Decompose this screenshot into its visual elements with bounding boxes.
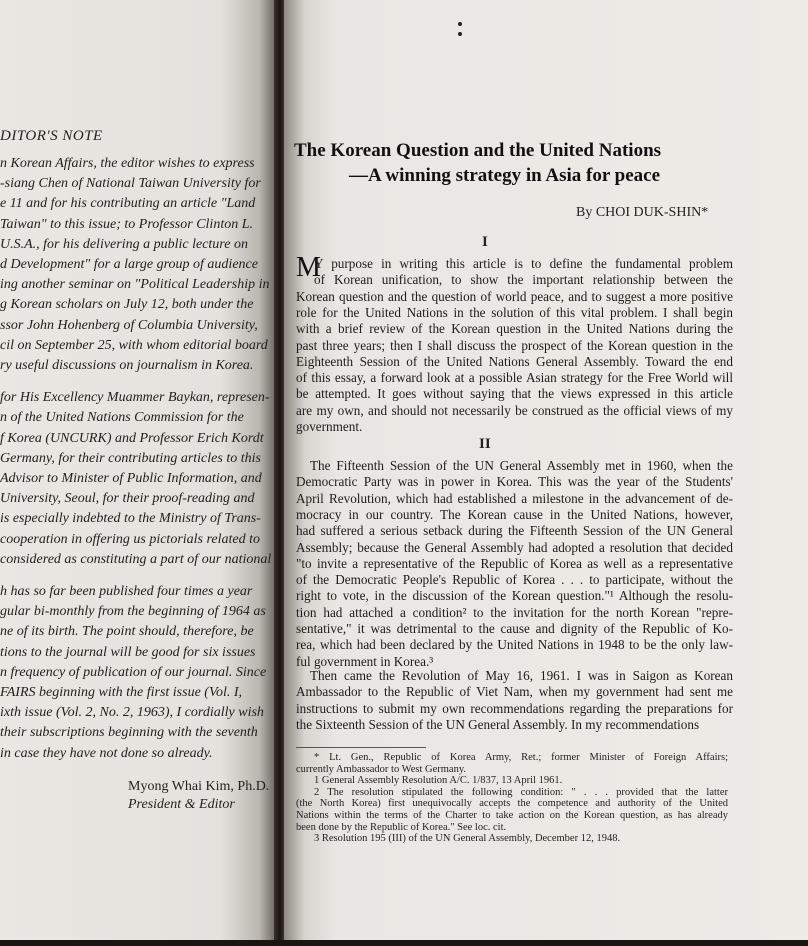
footnote-line: 1 General Assembly Resolution A/C. 1/837, 13 April 1961. xyxy=(314,775,563,787)
editors-note-line: d Development" for a large group of audience xyxy=(0,257,258,272)
editors-note-line: h has so far been published four times a year xyxy=(0,584,253,599)
body-line: Ambassador to the Republic of Viet Nam, when my government had sent me xyxy=(296,684,733,700)
editors-note-line: n of the United Nations Commission for the xyxy=(0,410,244,426)
editors-note-line: Germany, for their contributing articles to this xyxy=(0,450,261,466)
section-heading-1: I xyxy=(482,234,488,250)
body-line: sentative," it was detrimental to the cause and dignity of the Republic of Ko- xyxy=(296,621,733,636)
body-line: Korean question and the question of world peace, and to suggest a more positive xyxy=(296,288,733,304)
footnote-line: 3 Resolution 195 (III) of the UN General Assembly, December 12, 1948. xyxy=(314,833,621,845)
body-line: instructions to submit my own recommendations regarding the preparations for xyxy=(296,700,733,716)
editors-note-line: considered as constituting a part of our national xyxy=(0,551,272,567)
article-subtitle: —A winning strategy in Asia for peace xyxy=(349,165,661,186)
footnote-line: been done by the Republic of Korea." See loc. cit. xyxy=(296,821,507,833)
article-title: The Korean Question and the United Nations xyxy=(294,140,662,161)
right-page xyxy=(284,0,808,946)
left-page xyxy=(0,0,276,946)
footnote-rule xyxy=(296,747,426,748)
editors-note-line: cil on September 25, with whom editorial board xyxy=(0,337,268,353)
editors-note-line: gular bi-monthly from the beginning of 1964 as xyxy=(0,604,266,620)
editor-signature-role: President & Editor xyxy=(128,797,235,812)
body-line: rea, which had been declared by the United Nations in 1948 to be the only law- xyxy=(296,637,733,653)
body-line: Assembly; because the General Assembly had adopted a resolution that decided xyxy=(296,539,733,555)
body-line: of the Democratic People's Republic of Korea . . . to participate, without the xyxy=(296,572,733,588)
footnote-line: Nations within the terms of the Charter to take action on the Korean question, as has already xyxy=(296,810,728,821)
body-line: be attempted. It goes without saying that the views expressed in this article xyxy=(296,386,733,402)
editors-note-line: their subscriptions beginning with the seventh xyxy=(0,725,258,741)
editors-note-line: ry useful discussions on journalism in Korea. xyxy=(0,358,254,373)
body-line: mocracy in our country. The Korean cause in the United Nations, however, xyxy=(296,506,733,522)
body-line: Eighteenth Session of the United Nations General Assembly. Toward the end xyxy=(296,353,733,369)
editors-note-line: ing another seminar on "Political Leadership in xyxy=(0,277,270,293)
editors-note-line: -siang Chen of National Taiwan University for xyxy=(0,176,261,192)
editors-note-line: University, Seoul, for their proof-reading and xyxy=(0,491,255,507)
editors-note-line: ne of its birth. The point should, therefore, be xyxy=(0,624,254,640)
body-line: past three years; then I shall discuss the prospect of the Korean question in the xyxy=(296,337,733,353)
body-line: had suffered a serious setback during the Fifteenth Session of the UN General xyxy=(296,523,733,539)
editors-note-line: Advisor to Minister of Public Information, and xyxy=(0,471,262,486)
footnote-line: (the North Korea) first unequivocally accepts the competence and authority of the United xyxy=(296,798,728,810)
editors-note-line: n Korean Affairs, the editor wishes to express xyxy=(0,156,255,171)
editors-note-line: U.S.A., for his delivering a public lecture on xyxy=(0,236,248,252)
body-line: April Revolution, which had established a milestone in the advancement of de- xyxy=(296,490,733,506)
editors-note-heading: DITOR'S NOTE xyxy=(0,128,103,144)
editors-note-line: n frequency of publication of our journal. Since xyxy=(0,664,267,680)
page-dots xyxy=(458,22,463,42)
footnote-line: 2 The resolution stipulated the following condition: " . . . provided that the latter xyxy=(314,786,728,798)
drop-cap: M xyxy=(296,252,321,283)
body-line: are my own, and should not necessarily be construed as the official views of my xyxy=(296,402,733,418)
footnote-line: * Lt. Gen., Republic of Korea Army, Ret.; former Minister of Foreign Affairs; xyxy=(314,752,728,763)
editors-note-line: cooperation in offering us pictorials related to xyxy=(0,531,261,547)
editors-note-line: g Korean scholars on July 12, both under the xyxy=(0,297,254,313)
body-line: "to invite a representative of the Republic of Korea as well as a representative xyxy=(296,555,733,571)
body-line: The Fifteenth Session of the UN General Assembly met in 1960, when the xyxy=(310,458,733,473)
body-line: of this essay, a forward look at a possible Asian strategy for the Free World will xyxy=(296,370,733,386)
editors-note-line: e 11 and for his contributing an article "Land xyxy=(0,196,256,212)
editors-note-line: FAIRS beginning with the first issue (Vol. I, xyxy=(0,685,243,700)
article-byline: By CHOI DUK-SHIN* xyxy=(576,205,709,220)
section-heading-2: II xyxy=(479,436,491,452)
editors-note-line: f Korea (UNCURK) and Professor Erich Kordt xyxy=(0,430,264,446)
editor-signature-name: Myong Whai Kim, Ph.D. xyxy=(128,779,270,794)
body-line: with a brief review of the Korean question in the United Nations during the xyxy=(296,321,733,337)
body-line: the Sixteenth Session of the UN General Assembly. In my recommendations xyxy=(296,716,700,732)
body-line: of Korean unification, to show the important relationship between the xyxy=(314,272,733,288)
body-line: right to vote, in the discussion of the Korean question."¹ Although the resolu- xyxy=(296,588,733,604)
editors-note-line: in case they have not done so already. xyxy=(0,745,213,761)
body-line: tion had attached a condition² to the invitation for the north Korean "repre- xyxy=(296,604,733,620)
body-line: role for the United Nations in the solution of this vital problem. I shall begin xyxy=(296,304,733,320)
page-bottom-edge xyxy=(0,940,808,946)
body-line: government. xyxy=(296,419,363,434)
body-line: Then came the Revolution of May 16, 1961. I was in Saigon as Korean xyxy=(310,668,733,683)
editors-note-line: tions to the journal will be good for six issues xyxy=(0,644,256,660)
footnote-line: currently Ambassador to West Germany. xyxy=(296,763,467,775)
body-line: Democratic Party was in power in Korea. This was the year of the Students' xyxy=(296,474,733,490)
body-line: ful government in Korea.³ xyxy=(296,653,434,669)
editors-note-line: ssor John Hohenberg of Columbia University, xyxy=(0,317,258,333)
editors-note-line: ixth issue (Vol. 2, No. 2, 1963), I cordially wish xyxy=(0,705,264,721)
editors-note-line: Taiwan" to this issue; to Professor Clinton L. xyxy=(0,216,253,232)
body-line: Y purpose in writing this article is to define the fundamental problem xyxy=(314,256,733,271)
editors-note-line: for His Excellency Muammer Baykan, represen- xyxy=(0,390,270,406)
editors-note-line: is especially indebted to the Ministry of Trans- xyxy=(0,511,261,527)
